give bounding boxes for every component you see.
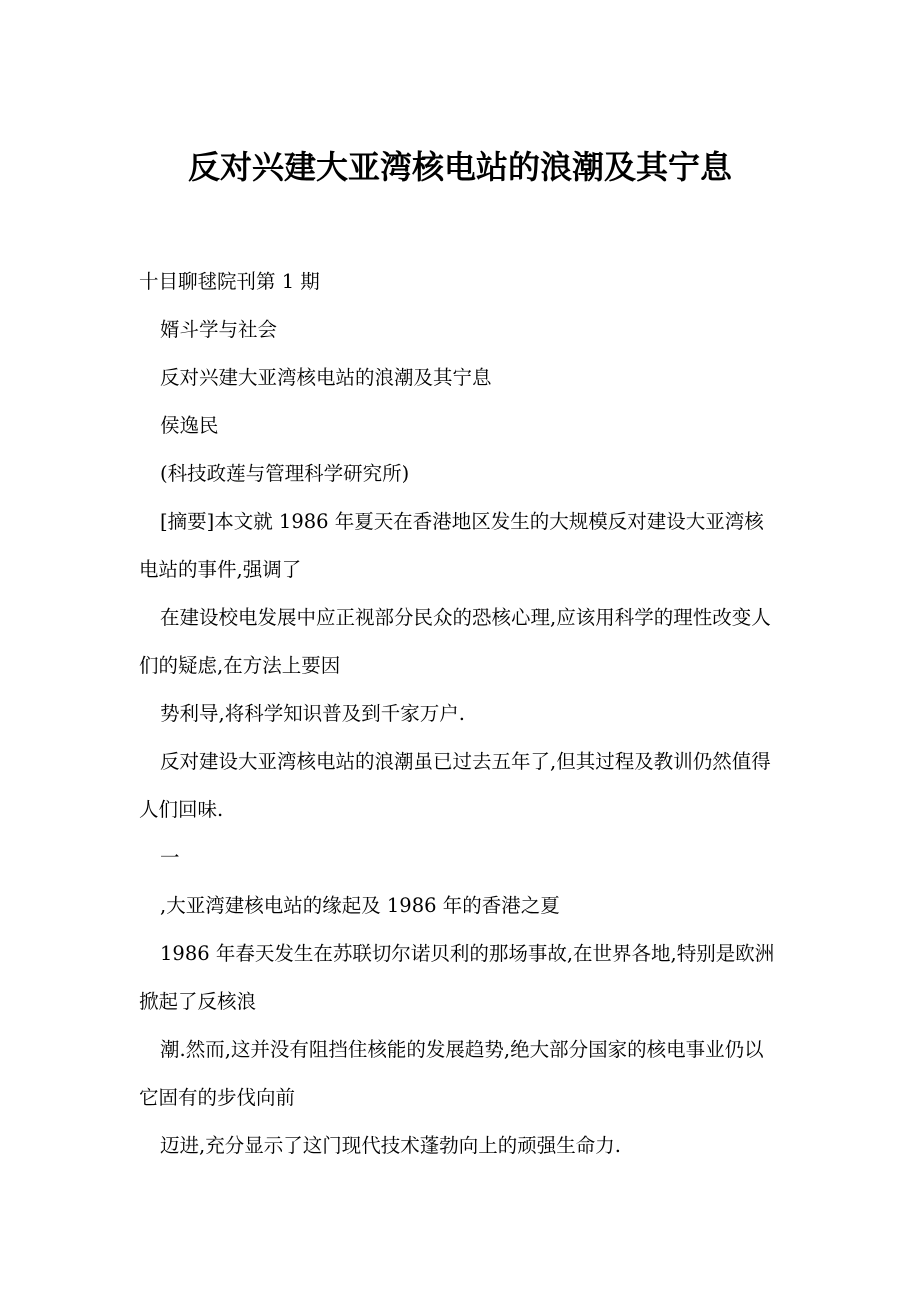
abstract-paragraph-3: 势利导,将科学知识普及到千家万户. [160, 702, 465, 725]
article-title-line: 反对兴建大亚湾核电站的浪潮及其宁息 [160, 366, 492, 389]
intro-paragraph: 反对建设大亚湾核电站的浪潮虽已过去五年了,但其过程及教训仍然值得人们回味. [139, 750, 771, 821]
abstract-paragraph-2: 在建设校电发展中应正视部分民众的恐核心理,应该用科学的理性改变人们的疑虑,在方法上要因 [139, 606, 771, 677]
body-paragraph-1: 1986 年春天发生在苏联切尔诺贝利的那场事故,在世界各地,特别是欧洲掀起了反核浪 [139, 942, 775, 1013]
document-body [139, 258, 782, 1170]
section-line: 婿斗学与社会 [160, 318, 278, 341]
body-paragraph-2: 潮.然而,这并没有阻挡住核能的发展趋势,绝大部分国家的核电事业仍以它固有的步伐向前 [139, 1038, 764, 1109]
journal-line: 十目聊毬院刊第 1 期 [139, 270, 320, 293]
abstract-paragraph: [摘要]本文就 1986 年夏天在香港地区发生的大规模反对建设大亚湾核电站的事件,强调了 [139, 510, 764, 581]
affiliation-line: (科技政莲与管理科学研究所) [160, 462, 410, 485]
section-heading: ,大亚湾建核电站的缘起及 1986 年的香港之夏 [160, 894, 560, 917]
section-number: 一 [160, 846, 180, 869]
document-title: 反对兴建大亚湾核电站的浪潮及其宁息 [187, 148, 732, 186]
author-line: 侯逸民 [160, 414, 219, 437]
body-paragraph-3: 迈进,充分显示了这门现代技术蓬勃向上的顽强生命力. [160, 1134, 621, 1157]
